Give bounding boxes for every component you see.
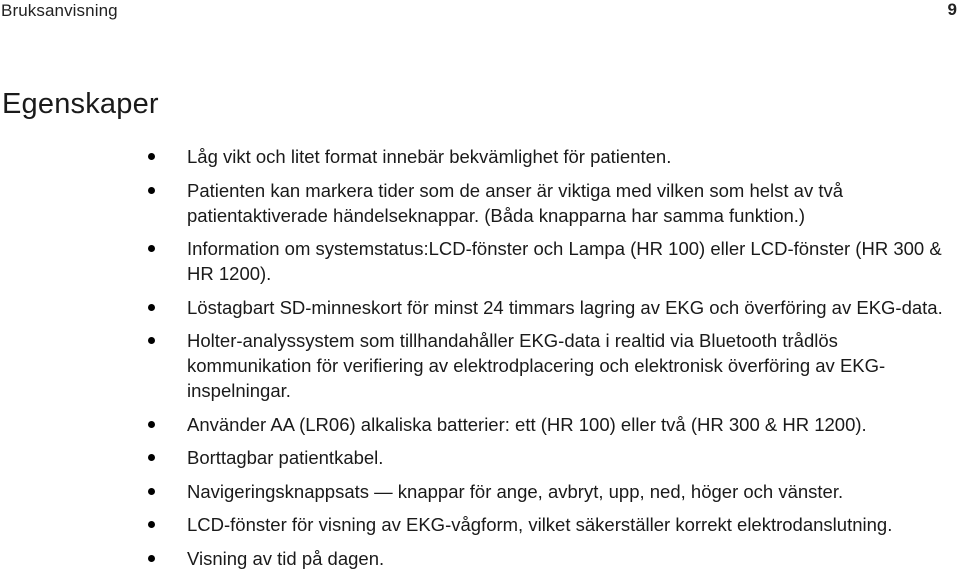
feature-item xyxy=(148,236,958,286)
page-header xyxy=(0,0,960,22)
bullet-icon xyxy=(148,488,155,495)
feature-text: Holter-analyssystem som tillhandahåller EKG-data i realtid via Bluetooth trådlös kommunikation för verifiering av elektrodplacering och elektronisk överföring av EKG-inspelningar. xyxy=(187,330,886,401)
feature-text: Löstagbart SD-minneskort för minst 24 timmars lagring av EKG och överföring av EKG-data. xyxy=(187,296,943,318)
feature-item xyxy=(148,295,958,320)
bullet-icon xyxy=(148,153,155,160)
bullet-icon xyxy=(148,187,155,194)
bullet-icon xyxy=(148,245,155,252)
feature-item xyxy=(148,445,958,470)
feature-text: LCD-fönster för visning av EKG-vågform, vilket säkerställer korrekt elektrodanslutning. xyxy=(187,514,893,535)
feature-item xyxy=(148,546,958,571)
section-heading: Egenskaper xyxy=(2,88,159,120)
feature-item xyxy=(148,412,958,437)
feature-item xyxy=(148,328,958,403)
feature-list xyxy=(148,144,958,579)
feature-text: Patienten kan markera tider som de anser är viktiga med vilken som helst av två patientaktiverade händelseknappar. (Båda knapparna har samma funktion.) xyxy=(187,179,844,226)
feature-text: Navigeringsknappsats — knappar för ange, avbryt, upp, ned, höger och vänster. xyxy=(187,480,844,502)
bullet-icon xyxy=(148,304,155,311)
bullet-icon xyxy=(148,421,155,428)
feature-text: Borttagbar patientkabel. xyxy=(187,447,384,468)
document-title: Bruksanvisning xyxy=(1,1,118,20)
bullet-icon xyxy=(148,521,155,528)
feature-text: Använder AA (LR06) alkaliska batterier: ett (HR 100) eller två (HR 300 & HR 1200). xyxy=(187,413,867,435)
feature-item xyxy=(148,178,958,228)
feature-text: Låg vikt och litet format innebär bekvämlighet för patienten. xyxy=(187,146,672,167)
feature-item xyxy=(148,479,958,504)
feature-item xyxy=(148,512,958,537)
feature-text: Visning av tid på dagen. xyxy=(187,547,385,569)
bullet-icon xyxy=(148,555,155,562)
feature-text: Information om systemstatus:LCD-fönster och Lampa (HR 100) eller LCD-fönster (HR 300 & HR 1200). xyxy=(187,238,942,284)
bullet-icon xyxy=(148,454,155,461)
page-number: 9 xyxy=(947,0,957,19)
bullet-icon xyxy=(148,337,155,344)
feature-item xyxy=(148,144,958,169)
